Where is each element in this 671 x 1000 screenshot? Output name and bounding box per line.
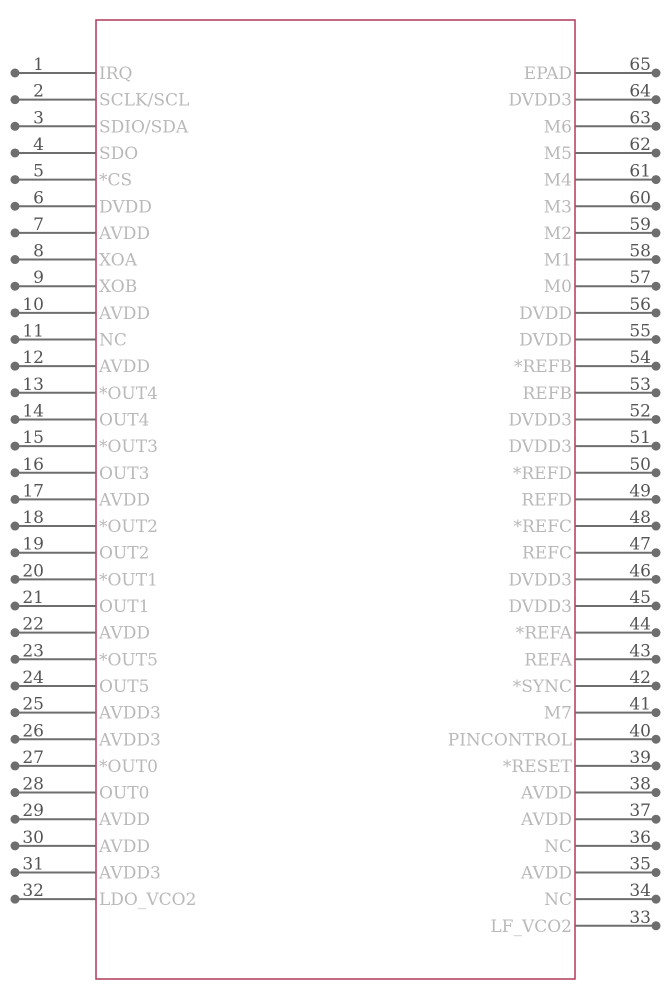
pin-number: 53 [629,374,651,395]
pin-endpoint [11,548,20,557]
pin-name: REFD [521,490,572,511]
pin-number: 55 [629,321,651,342]
pin-name: LF_VCO2 [490,916,572,937]
pin-name: *OUT4 [99,383,158,404]
pin-number: 45 [629,588,651,608]
pin-name: *OUT3 [99,437,158,458]
pin-number: 34 [629,881,651,902]
pin-name: DVDD3 [508,570,572,591]
pin-number: 54 [629,348,651,369]
pin-endpoint [11,788,20,797]
pin-endpoint [652,761,661,770]
pin-name: M5 [543,143,572,164]
pin-name: AVDD [99,490,150,511]
pin-number: 8 [33,241,44,262]
pin-name: OUT5 [99,676,150,697]
pin-name: REFC [521,543,572,564]
pin-name: OUT3 [99,463,150,484]
pin-endpoint [11,761,20,770]
pin-endpoint [11,122,20,131]
pin-endpoint [11,495,20,504]
pin-number: 3 [33,108,44,129]
pin-number: 38 [629,774,651,795]
pin-name: REFA [524,650,572,671]
pin-number: 51 [629,428,651,449]
pin-number: 44 [629,614,651,635]
pin-name: *OUT0 [99,756,158,777]
pin-name: DVDD3 [508,410,572,431]
pin-number: 43 [629,641,651,662]
pin-endpoint [11,868,20,877]
pin-name: AVDD [521,783,572,804]
pin-number: 63 [629,108,651,129]
pin-endpoint [652,575,661,584]
pin-endpoint [652,681,661,690]
pin-number: 39 [629,747,651,768]
pin-endpoint [652,362,661,371]
pin-number: 21 [22,588,44,608]
pin-endpoint [652,388,661,397]
pin-endpoint [652,495,661,504]
pin-endpoint [652,708,661,717]
pin-endpoint [11,442,20,451]
pin-number: 2 [33,81,44,102]
pin-endpoint [11,602,20,611]
pin-endpoint [652,735,661,744]
pin-name: *RESET [502,756,572,777]
pin-endpoint [11,175,20,184]
pin-number: 40 [629,721,651,742]
pin-endpoint [11,362,20,371]
pin-name: IRQ [99,64,133,84]
pin-name: AVDD [99,810,150,831]
pin-endpoint [11,628,20,637]
pin-number: 56 [629,294,651,315]
pin-number: 4 [33,134,44,155]
pin-name: M3 [543,197,572,218]
pin-number: 61 [629,161,651,182]
pin-endpoint [11,308,20,317]
pin-endpoint [652,628,661,637]
pin-endpoint [11,815,20,824]
pin-name: M0 [543,277,572,298]
pin-number: 26 [22,721,44,742]
pin-name: SDO [99,143,139,164]
pin-endpoint [11,468,20,477]
pin-number: 28 [22,774,44,795]
pin-number: 47 [629,534,651,555]
pin-number: 24 [22,667,44,688]
pin-endpoint [11,95,20,104]
pin-name: LDO_VCO2 [99,890,197,911]
pin-number: 11 [22,321,44,342]
pin-name: SDIO/SDA [99,117,189,138]
pin-number: 36 [629,827,651,848]
pin-number: 57 [629,268,651,289]
pin-endpoint [652,308,661,317]
pin-number: 31 [22,854,44,875]
pin-name: M1 [543,250,572,271]
pin-number: 62 [629,134,651,155]
pin-name: M4 [543,170,572,191]
pin-name: OUT4 [99,410,150,431]
pin-endpoint [11,202,20,211]
pin-endpoint [652,602,661,611]
pin-number: 10 [22,294,44,315]
pin-endpoint [652,148,661,157]
pin-endpoint [652,788,661,797]
pin-name: PINCONTROL [447,730,572,751]
pin-name: *REFC [513,517,572,538]
pin-number: 60 [629,188,651,209]
pin-name: AVDD [99,223,150,244]
pin-number: 37 [629,801,651,822]
pin-endpoint [11,895,20,904]
pin-name: DVDD [519,330,572,351]
pin-endpoint [11,282,20,291]
pin-number: 14 [22,401,44,422]
pin-number: 12 [22,348,44,369]
pin-number: 1 [33,55,44,75]
pin-name: *OUT1 [99,570,158,591]
pin-name: AVDD3 [99,730,161,751]
pin-endpoint [652,548,661,557]
pin-endpoint [652,95,661,104]
pin-name: EPAD [523,64,572,84]
pin-endpoint [11,388,20,397]
pin-number: 20 [22,561,44,582]
pin-name: AVDD [99,623,150,644]
pin-endpoint [652,202,661,211]
pin-name: *REFD [512,463,572,484]
pin-name: AVDD3 [99,703,161,724]
pin-number: 52 [629,401,651,422]
pin-name: M7 [543,703,572,724]
pin-endpoint [652,841,661,850]
pin-number: 6 [33,188,44,209]
pin-endpoint [652,282,661,291]
pin-endpoint [652,335,661,344]
pin-number: 46 [629,561,651,582]
pin-number: 18 [22,508,44,529]
pin-name: OUT2 [99,543,150,564]
pin-name: AVDD3 [99,863,161,884]
pin-endpoint [652,815,661,824]
pin-number: 58 [629,241,651,262]
pin-endpoint [11,735,20,744]
pin-name: DVDD3 [508,597,572,617]
pin-endpoint [652,228,661,237]
pin-number: 5 [33,161,44,182]
pin-name: NC [544,890,572,911]
pin-endpoint [11,841,20,850]
pin-name: M6 [543,117,572,138]
ic-body-outline [96,20,575,979]
pin-endpoint [652,415,661,424]
pin-name: OUT0 [99,783,150,804]
pin-number: 33 [629,907,651,928]
pin-name: SCLK/SCL [99,90,190,111]
pin-endpoint [652,921,661,930]
pin-name: NC [99,330,127,351]
pin-number: 48 [629,508,651,529]
pin-number: 32 [22,881,44,902]
pin-name: DVDD3 [508,437,572,458]
pin-endpoint [11,335,20,344]
pin-name: DVDD3 [508,90,572,111]
pin-name: *OUT2 [99,517,158,538]
pin-number: 41 [629,694,651,715]
pin-endpoint [652,255,661,264]
pin-endpoint [652,522,661,531]
pin-number: 50 [629,454,651,475]
pin-number: 22 [22,614,44,635]
pin-endpoint [652,175,661,184]
pin-number: 23 [22,641,44,662]
pin-number: 59 [629,214,651,235]
pin-name: AVDD [521,810,572,831]
pin-name: DVDD [99,197,152,218]
pin-name: AVDD [99,303,150,324]
pin-name: *OUT5 [99,650,158,671]
pin-number: 65 [629,55,651,75]
pin-name: AVDD [99,357,150,378]
pin-number: 42 [629,667,651,688]
pin-endpoint [652,655,661,664]
pin-number: 49 [629,481,651,502]
pin-name: *REFB [514,357,572,378]
pin-number: 29 [22,801,44,822]
pin-number: 16 [22,454,44,475]
pin-endpoint [11,69,20,78]
pin-number: 64 [629,81,651,102]
pin-name: XOA [99,250,138,271]
pin-name: *CS [99,170,133,191]
pin-name: OUT1 [99,597,150,617]
pin-name: XOB [99,277,138,298]
pin-endpoint [11,681,20,690]
pin-number: 25 [22,694,44,715]
pin-endpoint [11,655,20,664]
pin-endpoint [11,522,20,531]
pin-name: *SYNC [512,676,572,697]
pin-endpoint [11,575,20,584]
pin-name: NC [544,836,572,857]
pin-name: AVDD [99,836,150,857]
pin-number: 13 [22,374,44,395]
pin-endpoint [652,442,661,451]
pin-name: M2 [543,223,572,244]
pin-endpoint [11,255,20,264]
pin-name: AVDD [521,863,572,884]
pin-number: 30 [22,827,44,848]
pin-name: REFB [522,383,572,404]
pin-endpoint [652,895,661,904]
pin-number: 7 [33,214,44,235]
pin-endpoint [652,69,661,78]
pin-endpoint [11,415,20,424]
pin-endpoint [652,122,661,131]
pin-number: 15 [22,428,44,449]
pin-endpoint [11,708,20,717]
pin-name: DVDD [519,303,572,324]
pin-endpoint [652,868,661,877]
pin-endpoint [11,228,20,237]
pin-number: 9 [33,268,44,289]
pin-number: 19 [22,534,44,555]
pin-endpoint [11,148,20,157]
pin-name: *REFA [515,623,572,644]
pin-endpoint [652,468,661,477]
pin-number: 35 [629,854,651,875]
pin-number: 27 [22,747,44,768]
pin-number: 17 [22,481,44,502]
